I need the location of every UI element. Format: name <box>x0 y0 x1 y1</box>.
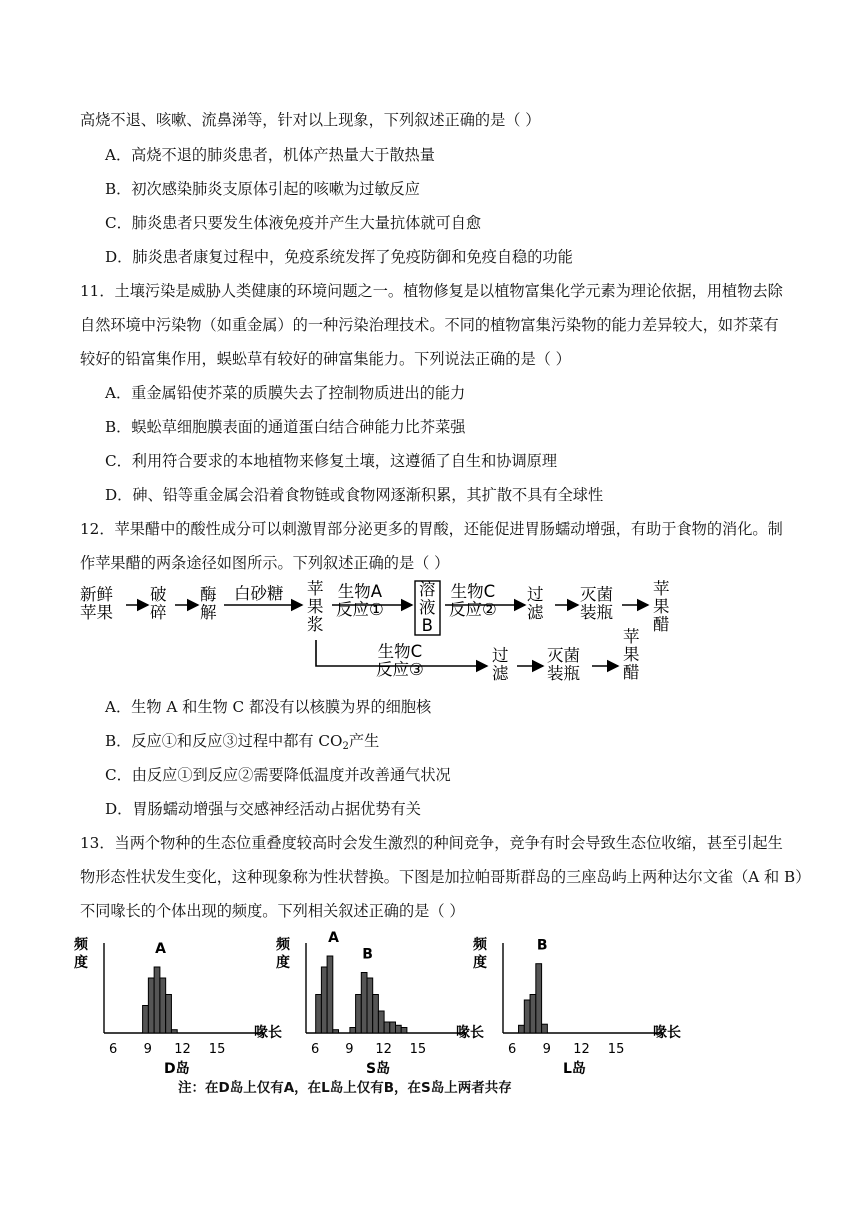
x-axis-label: 喙长 <box>254 1025 282 1041</box>
q12-option-b-sub: 2 <box>342 741 349 752</box>
label-reaction-1: 生物A 反应① <box>336 582 384 619</box>
x-tick-label: 15 <box>607 1042 625 1057</box>
x-tick-label: 12 <box>375 1042 392 1057</box>
x-tick-label: 12 <box>573 1042 590 1057</box>
q11-option-a: A．重金属铅使芥菜的质膜失去了控制物质进出的能力 <box>105 384 466 402</box>
x-tick-label: 6 <box>508 1042 517 1057</box>
series-label: A <box>155 941 166 957</box>
node-filter: 过 滤 <box>527 585 544 622</box>
series-label: A <box>328 930 339 946</box>
x-axis-label: 喙长 <box>653 1025 681 1041</box>
q10-option-d: D．肺炎患者康复过程中，免疫系统发挥了免疫防御和免疫自稳的功能 <box>105 248 573 266</box>
histogram-bar <box>542 1024 548 1033</box>
histogram-bar <box>519 1025 525 1033</box>
x-tick-label: 9 <box>143 1042 152 1057</box>
series-label: B <box>362 946 373 963</box>
node-apple-vinegar-2: 苹 果 醋 <box>623 627 640 682</box>
q11-stem-line-2: 自然环境中污染物（如重金属）的一种污染治理技术。不同的植物富集污染物的能力差异较大，如芥菜有 <box>80 316 779 334</box>
y-axis-label-2: 度 <box>276 955 290 971</box>
histogram-bar <box>524 1000 530 1033</box>
q11-option-d: D．砷、铅等重金属会沿着食物链或食物网逐渐积累，其扩散不具有全球性 <box>105 486 604 504</box>
node-sterilize-bottle-2: 灭菌 装瓶 <box>547 646 580 683</box>
node-filter-2: 过 滤 <box>492 646 509 683</box>
q11-option-c: C．利用符合要求的本地植物来修复土壤，这遵循了自生和协调原理 <box>105 452 558 470</box>
q12-option-d: D．胃肠蠕动增强与交感神经活动占据优势有关 <box>105 800 421 818</box>
y-axis-label-2: 度 <box>473 955 487 971</box>
x-tick-label: 9 <box>345 1042 354 1057</box>
chart-title: L岛 <box>563 1061 586 1077</box>
x-tick-label: 15 <box>409 1042 427 1057</box>
q12-stem-line-2: 作苹果醋的两条途径如图所示。下列叙述正确的是（ ） <box>80 554 450 572</box>
x-tick-label: 6 <box>311 1042 320 1057</box>
label-reaction-3: 生物C 反应③ <box>376 642 424 679</box>
q12-option-b-tail: 产生 <box>348 732 380 750</box>
q11-stem-line-3: 较好的铅富集作用，蜈蚣草有较好的砷富集能力。下列说法正确的是（ ） <box>80 350 571 368</box>
node-enzyme: 酶 解 <box>200 585 217 622</box>
y-axis-label-1: 频 <box>473 937 487 953</box>
node-crush: 破 碎 <box>150 585 167 622</box>
q10-option-b: B．初次感染肺炎支原体引起的咳嗽为过敏反应 <box>105 180 420 198</box>
x-axis-label: 喙长 <box>456 1025 484 1041</box>
q12-option-b-text: B．反应①和反应③过程中都有 CO <box>105 732 343 750</box>
histogram-bar <box>530 995 536 1034</box>
q13-stem-line-3: 不同喙长的个体出现的频度。下列相关叙述正确的是（ ） <box>80 902 465 920</box>
y-axis-label-1: 频 <box>276 937 290 953</box>
q12-option-c: C．由反应①到反应②需要降低温度并改善通气状况 <box>105 766 451 784</box>
node-apple-vinegar: 苹 果 醋 <box>653 579 670 634</box>
x-tick-label: 6 <box>109 1042 118 1057</box>
node-fresh-apple: 新鲜 苹果 <box>80 585 113 622</box>
q12-stem-line-1: 12．苹果醋中的酸性成分可以刺激胃部分泌更多的胃酸，还能促进胃肠蠕动增强，有助于食物的消化。制 <box>80 520 783 538</box>
q10-option-c: C．肺炎患者只要发生体液免疫并产生大量抗体就可自愈 <box>105 214 482 232</box>
q10-option-a: A．高烧不退的肺炎患者，机体产热量大于散热量 <box>105 146 435 164</box>
label-sugar: 白砂糖 <box>234 584 284 603</box>
chart-note: 注：在D岛上仅有A，在L岛上仅有B，在S岛上两者共存 <box>178 1080 512 1096</box>
node-sterilize-bottle: 灭菌 装瓶 <box>580 585 613 622</box>
histogram-bar <box>536 964 542 1033</box>
q12-option-a: A．生物 A 和生物 C 都没有以核膜为界的细胞核 <box>105 698 432 716</box>
q10-stem: 高烧不退、咳嗽、流鼻涕等，针对以上现象，下列叙述正确的是（ ） <box>80 111 541 129</box>
chart-title: D岛 <box>164 1061 190 1077</box>
q13-stem-line-1: 13．当两个物种的生态位重叠度较高时会发生激烈的种间竞争，竞争有时会导致生态位收缩，甚至引起生 <box>80 834 783 852</box>
x-tick-label: 12 <box>174 1042 191 1057</box>
x-tick-label: 9 <box>542 1042 551 1057</box>
label-reaction-2: 生物C 反应② <box>449 582 497 619</box>
q13-stem-line-2: 物形态性状发生变化，这种现象称为性状替换。下图是加拉帕哥斯群岛的三座岛屿上两种达尔文雀（A 和 B） <box>80 868 811 886</box>
series-label: B <box>536 937 548 954</box>
y-axis-label-1: 频 <box>74 937 88 953</box>
y-axis-label-2: 度 <box>74 955 88 971</box>
q11-option-b: B．蜈蚣草细胞膜表面的通道蛋白结合砷能力比芥菜强 <box>105 418 466 436</box>
x-tick-label: 15 <box>208 1042 226 1057</box>
chart-title: S岛 <box>366 1061 391 1077</box>
node-apple-pulp: 苹 果 浆 <box>307 579 324 634</box>
q11-stem-line-1: 11．土壤污染是威胁人类健康的环境问题之一。植物修复是以植物富集化学元素为理论依据，用植物去除 <box>80 282 783 300</box>
node-solution-b: 溶 液 B <box>419 580 436 635</box>
